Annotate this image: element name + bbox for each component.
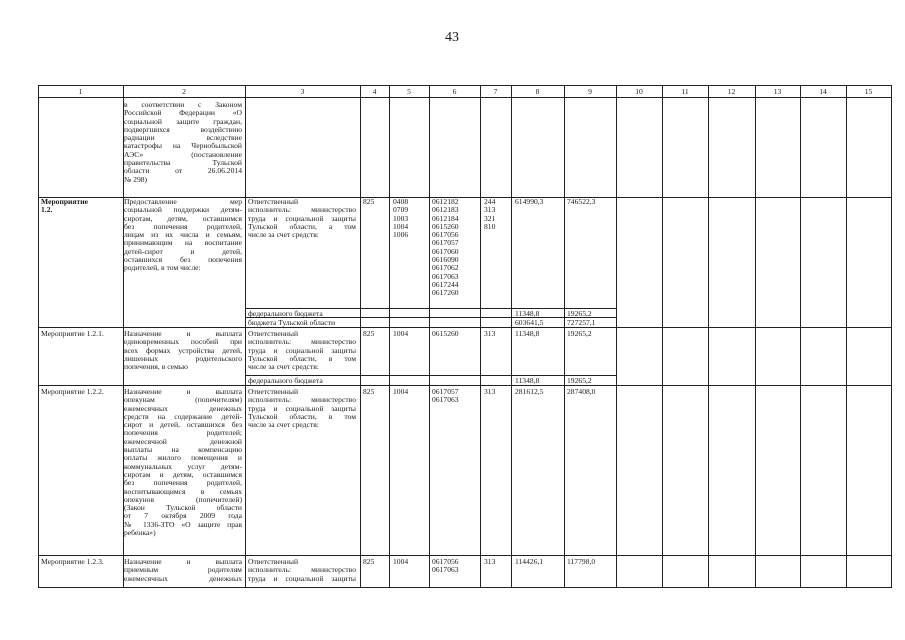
text-line: средств на содержание детей- — [124, 411, 242, 421]
text-line: труда и социальной защиты — [248, 345, 356, 355]
text-line: № 1336-ЗТО «О защите прав — [124, 519, 242, 529]
code: 0612183 — [432, 205, 459, 215]
text-line: попечения родителей; — [124, 428, 242, 438]
m123-description — [124, 558, 242, 583]
text-line: Ответственный — [248, 388, 299, 396]
text-line: от 7 октября 2009 года — [124, 511, 242, 521]
m12-federal-col8: 11348,8 — [515, 310, 540, 318]
grid-line — [245, 308, 617, 309]
grid-line — [38, 385, 892, 386]
grid-line — [38, 85, 892, 86]
column-number-header: 14 — [819, 87, 827, 96]
m121-federal-col8: 11348,8 — [515, 377, 540, 385]
text-line: ребенка») — [124, 528, 156, 538]
grid-line — [245, 85, 246, 588]
m122-responsible — [248, 388, 356, 429]
m122-col7: 313 — [484, 388, 496, 396]
text-line: социальной защите граждан, — [124, 116, 242, 126]
text-line: катастрофы на Чернобыльской — [124, 141, 242, 151]
m121-col9: 19265,2 — [567, 330, 592, 338]
column-number-header: 7 — [493, 87, 498, 96]
code: 0617056 — [432, 230, 459, 240]
m12-col7 — [484, 198, 508, 231]
m122-description — [124, 388, 242, 537]
text-line: коммунальных услуг детям- — [124, 461, 242, 471]
text-line: попечения, в семью — [124, 362, 188, 372]
column-number-header: 11 — [681, 87, 689, 96]
text-line: № 298) — [124, 174, 148, 184]
text-line: ежемесячных денежных — [124, 573, 242, 583]
m123-col5: 1004 — [393, 558, 409, 566]
text-line: сиротам, детям, оставшимся — [124, 213, 242, 223]
code: 0617244 — [432, 279, 459, 289]
text-line: 1.2. — [41, 205, 53, 215]
m123-col6 — [432, 558, 474, 575]
column-number-header: 2 — [182, 87, 186, 96]
text-line: труда и социальной защиты — [248, 213, 356, 223]
m121-col7: 313 — [484, 330, 496, 338]
grid-line — [245, 375, 617, 376]
m12-col8: 614990,3 — [515, 198, 544, 206]
text-line: всех формах устройства детей, — [124, 345, 242, 355]
grid-line — [564, 85, 565, 588]
grid-line — [38, 97, 892, 98]
grid-line — [755, 85, 756, 588]
text-line: воспитывающимся в семьях — [124, 486, 242, 496]
text-line: Российской Федерации «О — [124, 108, 242, 118]
text-line: Ответственный — [248, 198, 299, 206]
code: 0617062 — [432, 263, 459, 273]
text-line: подвергшихся воздействию — [124, 124, 242, 134]
grid-line — [360, 85, 361, 588]
m121-col4: 825 — [363, 330, 375, 338]
grid-line — [389, 85, 390, 588]
m12-description — [124, 198, 242, 273]
m121-description — [124, 330, 242, 371]
code: 1004 — [393, 221, 409, 231]
code: 1006 — [393, 230, 409, 240]
code: 0617056 — [432, 558, 459, 566]
text-line: лицам из их числа и семьям, — [124, 230, 242, 240]
intro-legal-reference — [124, 101, 242, 184]
text-line: принимающим на воспитание — [124, 238, 242, 248]
text-line: приемным родителям — [124, 565, 242, 575]
m123-col8: 114426,1 — [515, 558, 544, 566]
code: 0612184 — [432, 213, 459, 223]
code: 0709 — [393, 205, 409, 215]
code: 810 — [484, 221, 496, 231]
m12-federal-col9: 19265,2 — [567, 310, 592, 318]
column-number-header: 8 — [535, 87, 540, 96]
text-line: Тульской области, в том — [248, 411, 356, 421]
grid-line — [846, 85, 847, 588]
m121-name: Мероприятие 1.2.1. — [41, 330, 104, 338]
text-line: Ответственный — [248, 330, 299, 338]
grid-line — [38, 327, 892, 328]
grid-line — [662, 85, 663, 588]
text-line: ежемесячной денежной — [124, 436, 242, 446]
text-line: в соответствии с Законом — [124, 101, 242, 109]
m123-col7: 313 — [484, 558, 496, 566]
m121-col8: 11348,8 — [515, 330, 540, 338]
m12-regional-col8: 603641,5 — [515, 319, 544, 327]
text-line: Тульской области, в том — [248, 353, 356, 363]
grid-line — [800, 85, 801, 588]
text-line: исполнитель: министерство — [248, 565, 356, 575]
column-number-header: 13 — [773, 87, 782, 96]
m12-col4: 825 — [363, 198, 375, 206]
text-line: области от 26.06.2014 — [124, 166, 242, 176]
text-line: сирот и детей, оставшихся без — [124, 420, 242, 430]
m122-col9: 287408,0 — [567, 388, 596, 396]
text-line: числе за счет средств: — [248, 230, 319, 240]
m123-responsible — [248, 558, 356, 583]
m122-col4: 825 — [363, 388, 375, 396]
grid-line — [708, 85, 709, 588]
m12-col5 — [393, 198, 423, 239]
m122-col8: 281612,5 — [515, 388, 544, 396]
text-line: без попечения родителей, — [124, 221, 242, 231]
m121-federal-col9: 19265,2 — [567, 377, 592, 385]
m121-col6: 0615260 — [432, 330, 459, 338]
text-line: Назначение и выплата — [124, 558, 242, 566]
m122-name: Мероприятие 1.2.2. — [41, 388, 104, 396]
column-number-header: 1 — [78, 87, 83, 96]
text-line: сиротам и детям, оставшимся — [124, 469, 242, 479]
m12-responsible — [248, 198, 356, 239]
text-line: числе за счет средств: — [248, 362, 319, 372]
m12-col6 — [432, 198, 474, 298]
text-line: АЭС» (постановление — [124, 149, 242, 159]
grid-line — [891, 85, 892, 588]
text-line: (Закон Тульской области — [124, 503, 242, 513]
text-line: единовременных пособий при — [124, 337, 242, 347]
text-line: Предоставление мер — [124, 198, 242, 206]
m121-col5: 1004 — [393, 330, 409, 338]
text-line: правительства Тульской — [124, 158, 242, 168]
code: 0617063 — [432, 271, 459, 281]
code: 0617057 — [432, 238, 459, 248]
text-line: труда и социальной защиты — [248, 403, 356, 413]
text-line: исполнитель: министерство — [248, 337, 356, 347]
text-line: Назначение и выплата — [124, 388, 242, 396]
m12-federal-label: федерального бюджета — [248, 310, 323, 318]
column-number-header: 3 — [300, 87, 305, 96]
m122-col6 — [432, 388, 474, 405]
m123-col4: 825 — [363, 558, 375, 566]
code: 0617063 — [432, 395, 459, 405]
code: 0615260 — [432, 221, 459, 231]
m123-col9: 117798,0 — [567, 558, 596, 566]
text-line: Ответственный — [248, 558, 299, 566]
text-line: Назначение и выплата — [124, 330, 242, 338]
text-line: радиации вследствие — [124, 133, 242, 143]
text-line: числе за счет средств: — [248, 420, 319, 430]
code: 313 — [484, 205, 496, 215]
text-line: опекунов (попечителей) — [124, 494, 242, 504]
grid-line — [38, 555, 892, 556]
text-line: лишенных родительского — [124, 353, 242, 363]
text-line: ежемесячных денежных — [124, 403, 242, 413]
text-line: Мероприятие — [41, 198, 89, 206]
grid-line — [480, 85, 481, 588]
m12-regional-label: бюджета Тульской области — [248, 319, 336, 327]
code: 0617063 — [432, 565, 459, 575]
text-line: опекунам (попечителям) — [124, 395, 242, 405]
code: 0617057 — [432, 388, 459, 396]
code: 0616090 — [432, 255, 459, 265]
column-number-header: 5 — [407, 87, 411, 96]
grid-line — [616, 85, 617, 588]
grid-line — [511, 85, 512, 588]
text-line: исполнитель: министерство — [248, 395, 356, 405]
column-number-header: 10 — [635, 87, 643, 96]
m123-name: Мероприятие 1.2.3. — [41, 558, 104, 566]
m12-col9: 746522,3 — [567, 198, 596, 206]
text-line: родителей, в том числе: — [124, 263, 201, 273]
text-line: оставшихся без попечения — [124, 255, 242, 265]
grid-line — [38, 587, 892, 588]
column-number-header: 15 — [864, 87, 873, 96]
grid-line — [38, 85, 39, 588]
column-number-header: 6 — [452, 87, 457, 96]
code: 321 — [484, 213, 496, 223]
page-number: 43 — [445, 30, 459, 45]
text-line: исполнитель: министерство — [248, 205, 356, 215]
column-number-header: 4 — [372, 87, 377, 96]
m12-name — [41, 198, 121, 215]
m122-col5: 1004 — [393, 388, 409, 396]
text-line: труда и социальной защиты — [248, 573, 356, 583]
m121-responsible — [248, 330, 356, 371]
code: 0617260 — [432, 288, 459, 298]
text-line: детей-сирот и детей, — [124, 246, 242, 256]
text-line: социальной поддержки детям- — [124, 205, 242, 215]
grid-line — [429, 85, 430, 588]
code: 0617060 — [432, 246, 459, 256]
m121-federal-label: федерального бюджета — [248, 377, 323, 385]
code: 0612182 — [432, 198, 459, 206]
text-line: выплаты на компенсацию — [124, 445, 242, 455]
code: 244 — [484, 198, 496, 206]
code: 1003 — [393, 213, 409, 223]
text-line: Тульской области, а том — [248, 221, 356, 231]
text-line: без попечения родителей, — [124, 478, 242, 488]
column-number-header: 9 — [588, 87, 592, 96]
column-number-header: 12 — [727, 87, 736, 96]
text-line: оплаты жилого помещения и — [124, 453, 242, 463]
code: 0408 — [393, 198, 409, 206]
m12-regional-col9: 727257,1 — [567, 319, 596, 327]
